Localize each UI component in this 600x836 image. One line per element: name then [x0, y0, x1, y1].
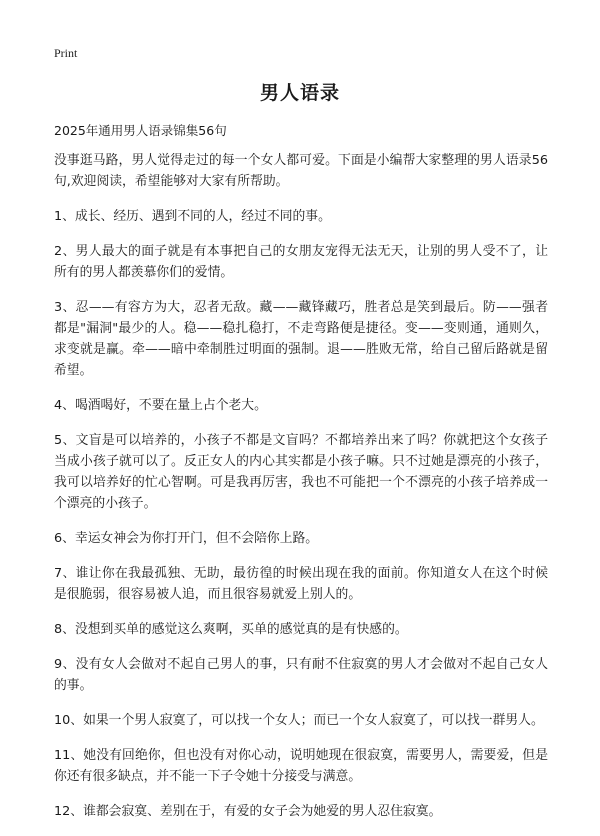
intro-paragraph: 没事逛马路，男人觉得走过的每一个女人都可爱。下面是小编帮大家整理的男人语录56句,欢迎阅读，希望能够对大家有所帮助。	[54, 153, 548, 189]
quote-3: 3、忍——有容方为大，忍者无敌。藏——藏锋藏巧，胜者总是笑到最后。防——强者都是"漏洞"最少的人。稳——稳扎稳打，不走弯路便是捷径。变——变则通，通则久，求变就是赢。牵——暗中牵制胜过明面的强制。退——胜败无常，给自己留后路就是留希望。	[54, 300, 548, 378]
subtitle: 2025年通用男人语录锦集56句	[54, 123, 227, 138]
quote-11: 11、她没有回绝你，但也没有对你心动，说明她现在很寂寞，需要男人，需要爱，但是你还有很多缺点，并不能一下子令她十分接受与满意。	[54, 748, 548, 784]
quote-5: 5、文盲是可以培养的，小孩子不都是文盲吗？不都培养出来了吗？你就把这个女孩子当成小孩子就可以了。反正女人的内心其实都是小孩子嘛。只不过她是漂亮的小孩子，我可以培养好的忙心智啊。可是我再厉害，我也不可能把一个不漂亮的小孩子培养成一个漂亮的小孩子。	[54, 433, 548, 511]
quote-9: 9、没有女人会做对不起自己男人的事，只有耐不住寂寞的男人才会做对不起自己女人的事。	[54, 657, 548, 693]
quote-7: 7、谁让你在我最孤独、无助，最彷徨的时候出现在我的面前。你知道女人在这个时候是很脆弱，很容易被人追，而且很容易就爱上别人的。	[54, 566, 548, 602]
quote-12: 12、谁都会寂寞、差别在于，有爱的女子会为她爱的男人忍住寂寞。	[54, 804, 442, 819]
quote-10: 10、如果一个男人寂寞了，可以找一个女人；而已一个女人寂寞了，可以找一群男人。	[54, 713, 544, 728]
quote-4: 4、喝酒喝好，不要在量上占个老大。	[54, 398, 267, 413]
quote-1: 1、成长、经历、遇到不同的人，经过不同的事。	[54, 209, 331, 224]
quote-8: 8、没想到买单的感觉这么爽啊，买单的感觉真的是有快感的。	[54, 622, 408, 637]
print-link[interactable]: Print	[54, 46, 78, 60]
quote-2: 2、男人最大的面子就是有本事把自己的女朋友宠得无法无天，让别的男人受不了，让所有的男人都羡慕你们的爱情。	[54, 244, 548, 280]
page-title: 男人语录	[259, 82, 340, 104]
quote-6: 6、幸运女神会为你打开门，但不会陪你上路。	[54, 531, 319, 546]
article-body	[54, 150, 548, 836]
